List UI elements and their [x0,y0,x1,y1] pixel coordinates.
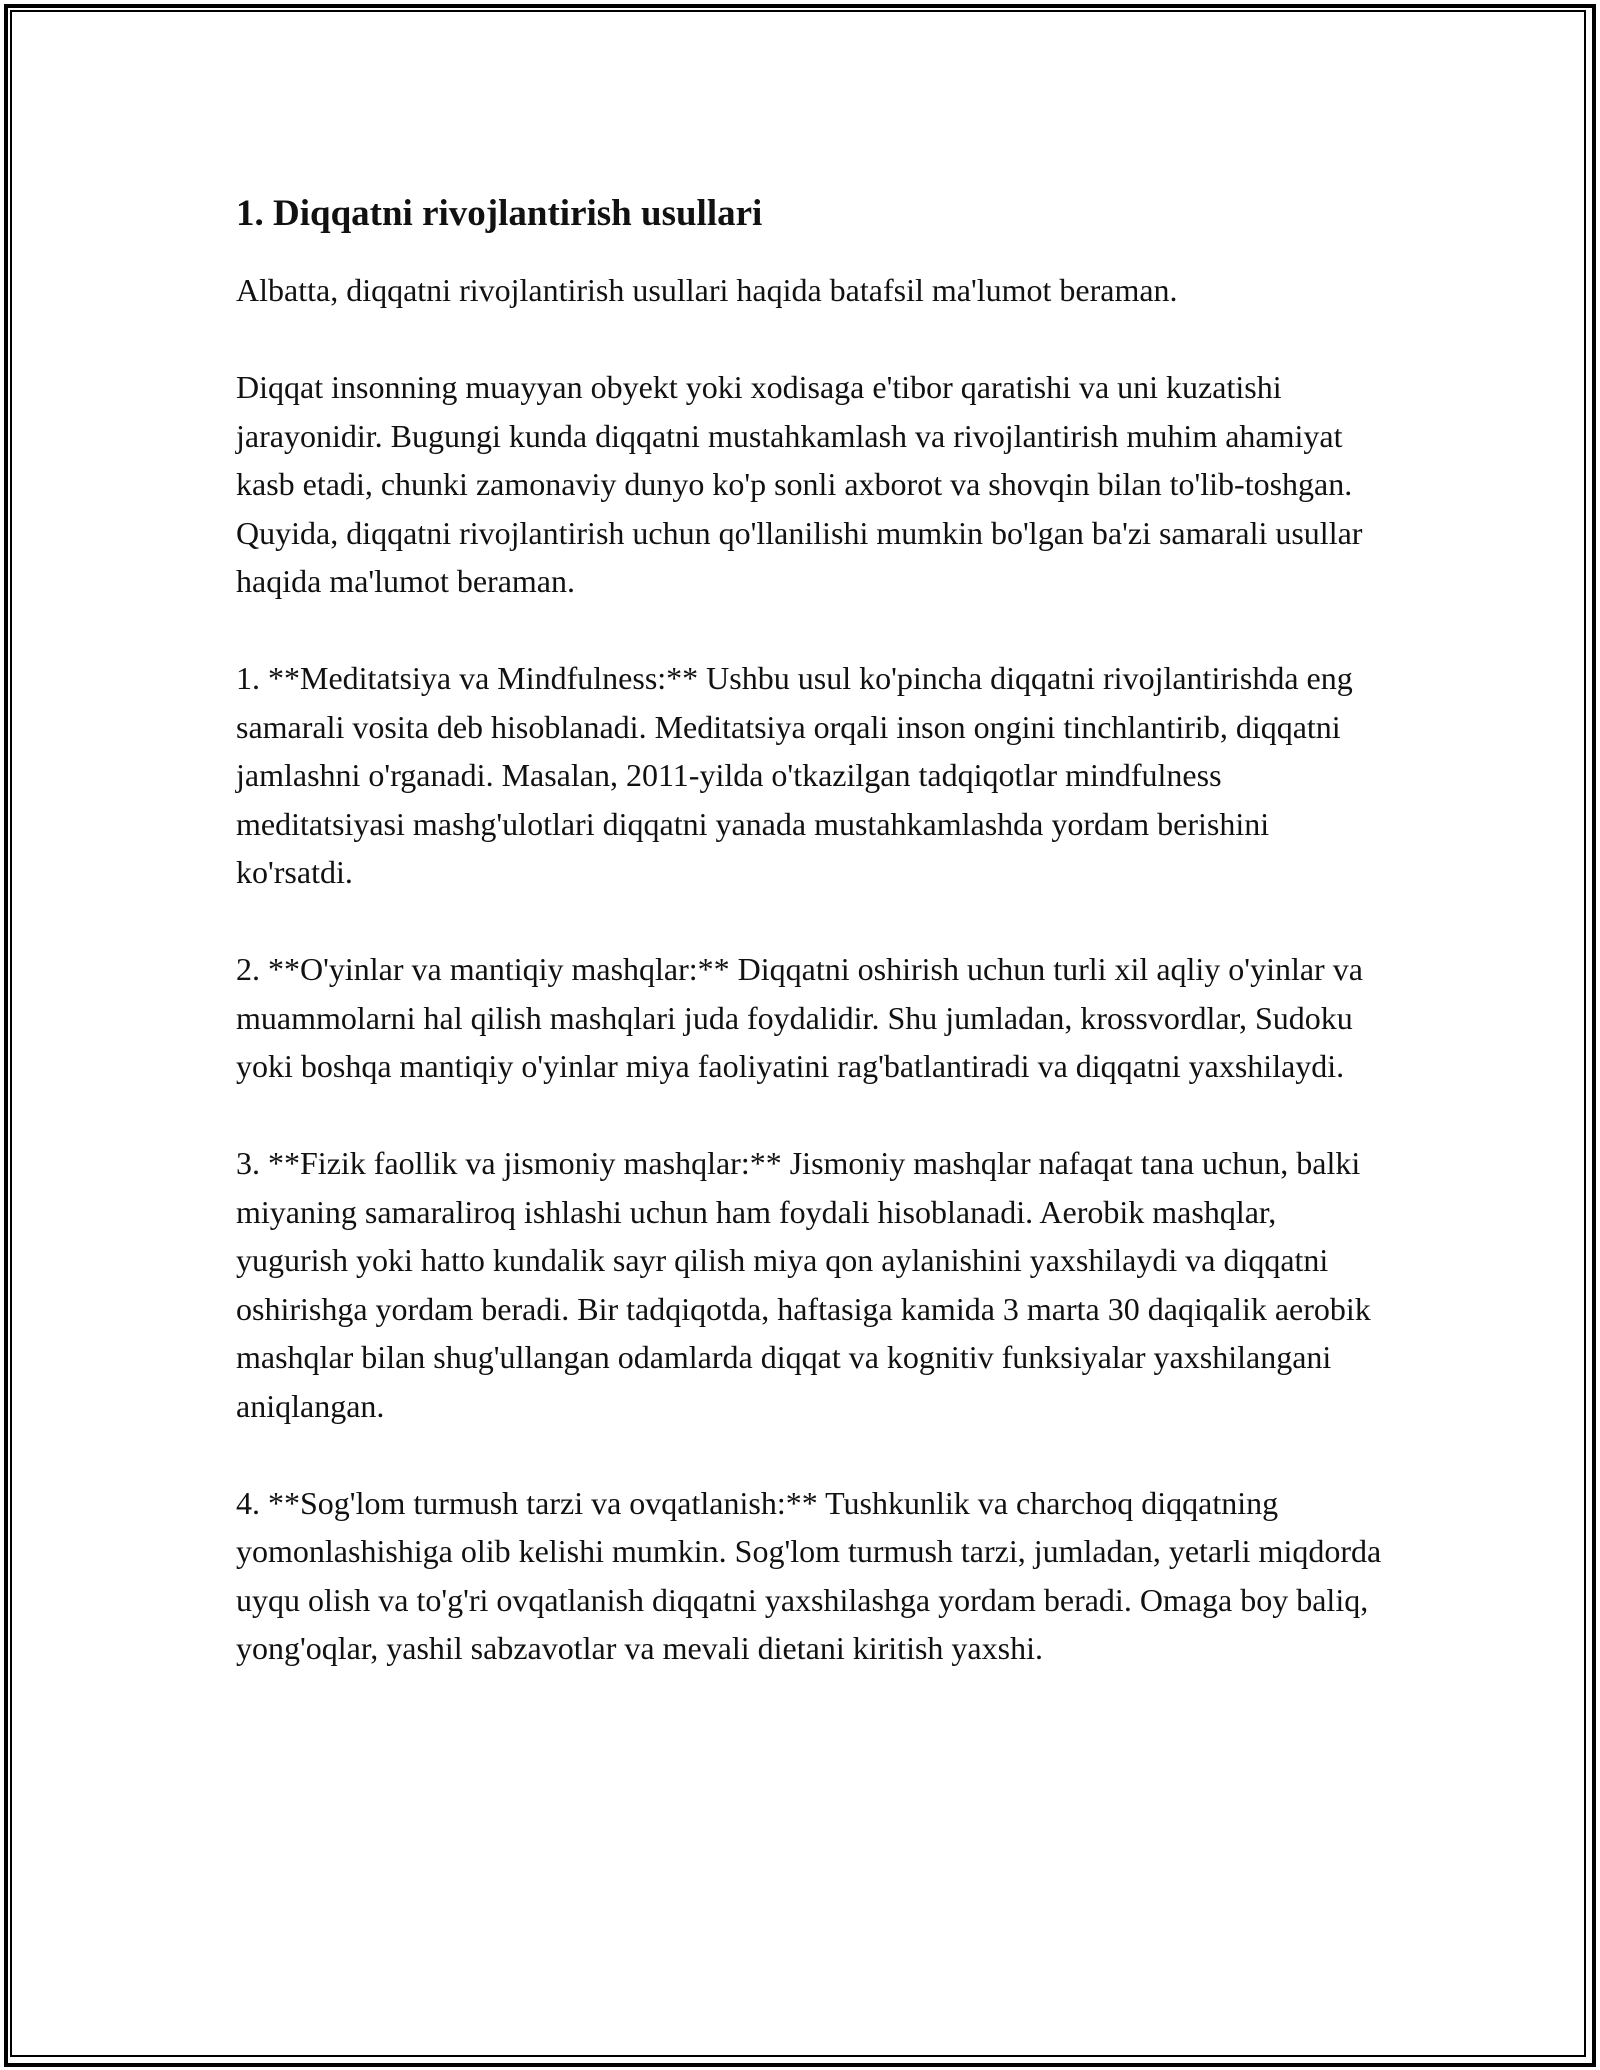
method-4-paragraph: 4. **Sog'lom turmush tarzi va ovqatlanish:** Tushkunlik va charchoq diqqatning yomonlashishiga olib kelishi mumkin. Sog'lom turmush tarzi, jumladan, yetarli miqdorda uyqu olish va to'g'ri ovqatlanish diqqatni yaxshilashga yordam beradi. Omaga boy baliq, yong'oqlar, yashil sabzavotlar va mevali dietani kiritish yaxshi. [236,1484,1382,1666]
document-heading: 1. Diqqatni rivojlantirish usullari [236,193,763,234]
intro-paragraph: Albatta, diqqatni rivojlantirish usullari haqida batafsil ma'lumot beraman. [236,272,1178,308]
method-2-paragraph: 2. **O'yinlar va mantiqiy mashqlar:** Diqqatni oshirish uchun turli xil aqliy o'yinlar va muammolarni hal qilish mashqlari juda foydalidir. Shu jumladan, krossvordlar, Sudoku yoki boshqa mantiqiy o'yinlar miya faoliyatini rag'batlantiradi va diqqatni yaxshilaydi. [236,951,1363,1084]
definition-paragraph: Diqqat insonning muayyan obyekt yoki xodisaga e'tibor qaratishi va uni kuzatishi jarayonidir. Bugungi kunda diqqatni mustahkamlash va rivojlantirish muhim ahamiyat kasb etadi, chunki zamonaviy dunyo ko'p sonli axborot va shovqin bilan to'lib-toshgan. Quyida, diqqatni rivojlantirish uchun qo'llanilishi mumkin bo'lgan ba'zi samarali usullar haqida ma'lumot beraman. [236,369,1363,599]
method-1-paragraph: 1. **Meditatsiya va Mindfulness:** Ushbu usul ko'pincha diqqatni rivojlantirishda eng samarali vosita deb hisoblanadi. Meditatsiya orqali inson ongini tinchlantirib, diqqatni jamlashni o'rganadi. Masalan, 2011-yilda o'tkazilgan tadqiqotlar mindfulness meditatsiyasi mashg'ulotlari diqqatni yanada mustahkamlashda yordam berishini ko'rsatdi. [236,660,1353,890]
document-body [236,180,1386,1673]
method-3-paragraph: 3. **Fizik faollik va jismoniy mashqlar:** Jismoniy mashqlar nafaqat tana uchun, balki miyaning samaraliroq ishlashi uchun ham foydali hisoblanadi. Aerobik mashqlar, yugurish yoki hatto kundalik sayr qilish miya qon aylanishini yaxshilaydi va diqqatni oshirishga yordam beradi. Bir tadqiqotda, haftasiga kamida 3 marta 30 daqiqalik aerobik mashqlar bilan shug'ullangan odamlarda diqqat va kognitiv funksiyalar yaxshilangani aniqlangan. [236,1145,1371,1424]
